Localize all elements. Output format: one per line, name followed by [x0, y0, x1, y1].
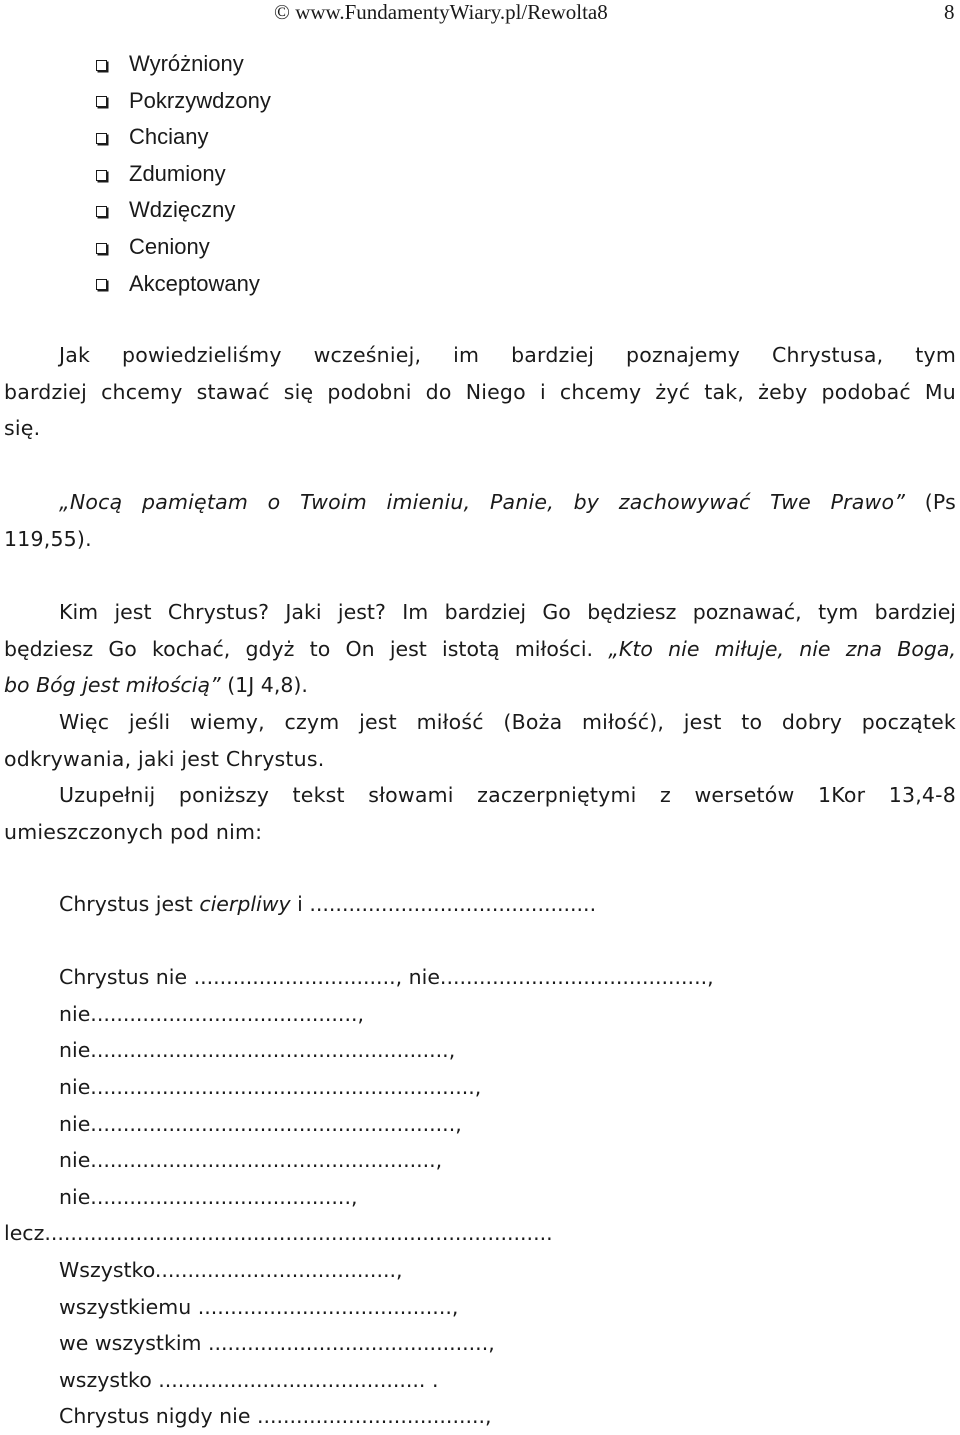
checkbox-icon[interactable]	[96, 206, 107, 217]
fill-line[interactable]: nie.......................................................,	[59, 1038, 456, 1063]
list-item[interactable]: Wyróżniony	[96, 46, 271, 83]
list-item[interactable]: Akceptowany	[96, 266, 271, 303]
checklist	[96, 46, 271, 302]
fill-line[interactable]: nie...........................................................,	[59, 1074, 482, 1099]
psalm-quote: „Nocą pamiętam o Twoim imieniu, Panie, by zachowywać Twe Prawo” (Ps 119,55).	[4, 490, 957, 551]
fill-line[interactable]: Chrystus nie ..............................., nie.........................................,	[59, 965, 714, 990]
fill-line[interactable]: Chrystus nigdy nie ...................................,	[59, 1404, 492, 1429]
checkbox-icon[interactable]	[96, 96, 107, 107]
page-header	[0, 0, 960, 30]
kim-paragraph: Kim jest Chrystus? Jaki jest? Im bardziej Go będziesz poznawać, tym bardziej będziesz Go kochać, gdyż to On jest istotą miłości. „Kto nie miłuje, nie zna Boga, bo Bóg jest miłością” (1J 4,8).	[4, 600, 956, 698]
fill-line-lecz[interactable]: lecz..............................................................................	[4, 1221, 553, 1246]
checkbox-icon[interactable]	[96, 279, 107, 290]
list-item[interactable]: Zdumiony	[96, 156, 271, 193]
fill-in-text	[4, 886, 714, 1435]
fill-line[interactable]: nie.........................................,	[59, 1001, 364, 1026]
checkbox-icon[interactable]	[96, 133, 107, 144]
list-item[interactable]: Ceniony	[96, 229, 271, 266]
list-item[interactable]: Chciany	[96, 119, 271, 156]
list-item[interactable]: Pokrzywdzony	[96, 83, 271, 120]
checkbox-icon[interactable]	[96, 170, 107, 181]
site-url: © www.FundamentyWiary.pl/Rewolta8	[274, 0, 608, 24]
fill-line[interactable]: wszystkiemu .......................................,	[59, 1294, 459, 1319]
fill-line[interactable]: nie........................................................,	[59, 1111, 462, 1136]
list-item[interactable]: Wdzięczny	[96, 192, 271, 229]
checkbox-icon[interactable]	[96, 60, 107, 71]
fill-line[interactable]: we wszystkim ...........................................,	[59, 1331, 495, 1356]
intro-paragraph: Jak powiedzieliśmy wcześniej, im bardziej poznajemy Chrystusa, tym bardziej chcemy stawać się podobni do Niego i chcemy żyć tak, żeby podobać Mu się.	[4, 343, 956, 441]
page-number: 8	[944, 0, 955, 24]
fill-line[interactable]: nie.....................................................,	[59, 1148, 443, 1173]
blank-spacer	[4, 923, 714, 960]
fill-line[interactable]: Chrystus jest cierpliwy i ............................................	[59, 892, 597, 916]
fill-line[interactable]: Wszystko.....................................,	[59, 1257, 403, 1282]
fill-line[interactable]: wszystko ......................................... .	[59, 1367, 439, 1392]
wiec-paragraph: Więc jeśli wiemy, czym jest miłość (Boża miłość), jest to dobry początek odkrywania, jaki jest Chrystus.	[4, 710, 956, 771]
task-instruction: Uzupełnij poniższy tekst słowami zaczerpniętymi z wersetów 1Kor 13,4-8 umieszczonych pod nim:	[4, 783, 956, 844]
fill-line[interactable]: nie........................................,	[59, 1184, 358, 1209]
checkbox-icon[interactable]	[96, 243, 107, 254]
